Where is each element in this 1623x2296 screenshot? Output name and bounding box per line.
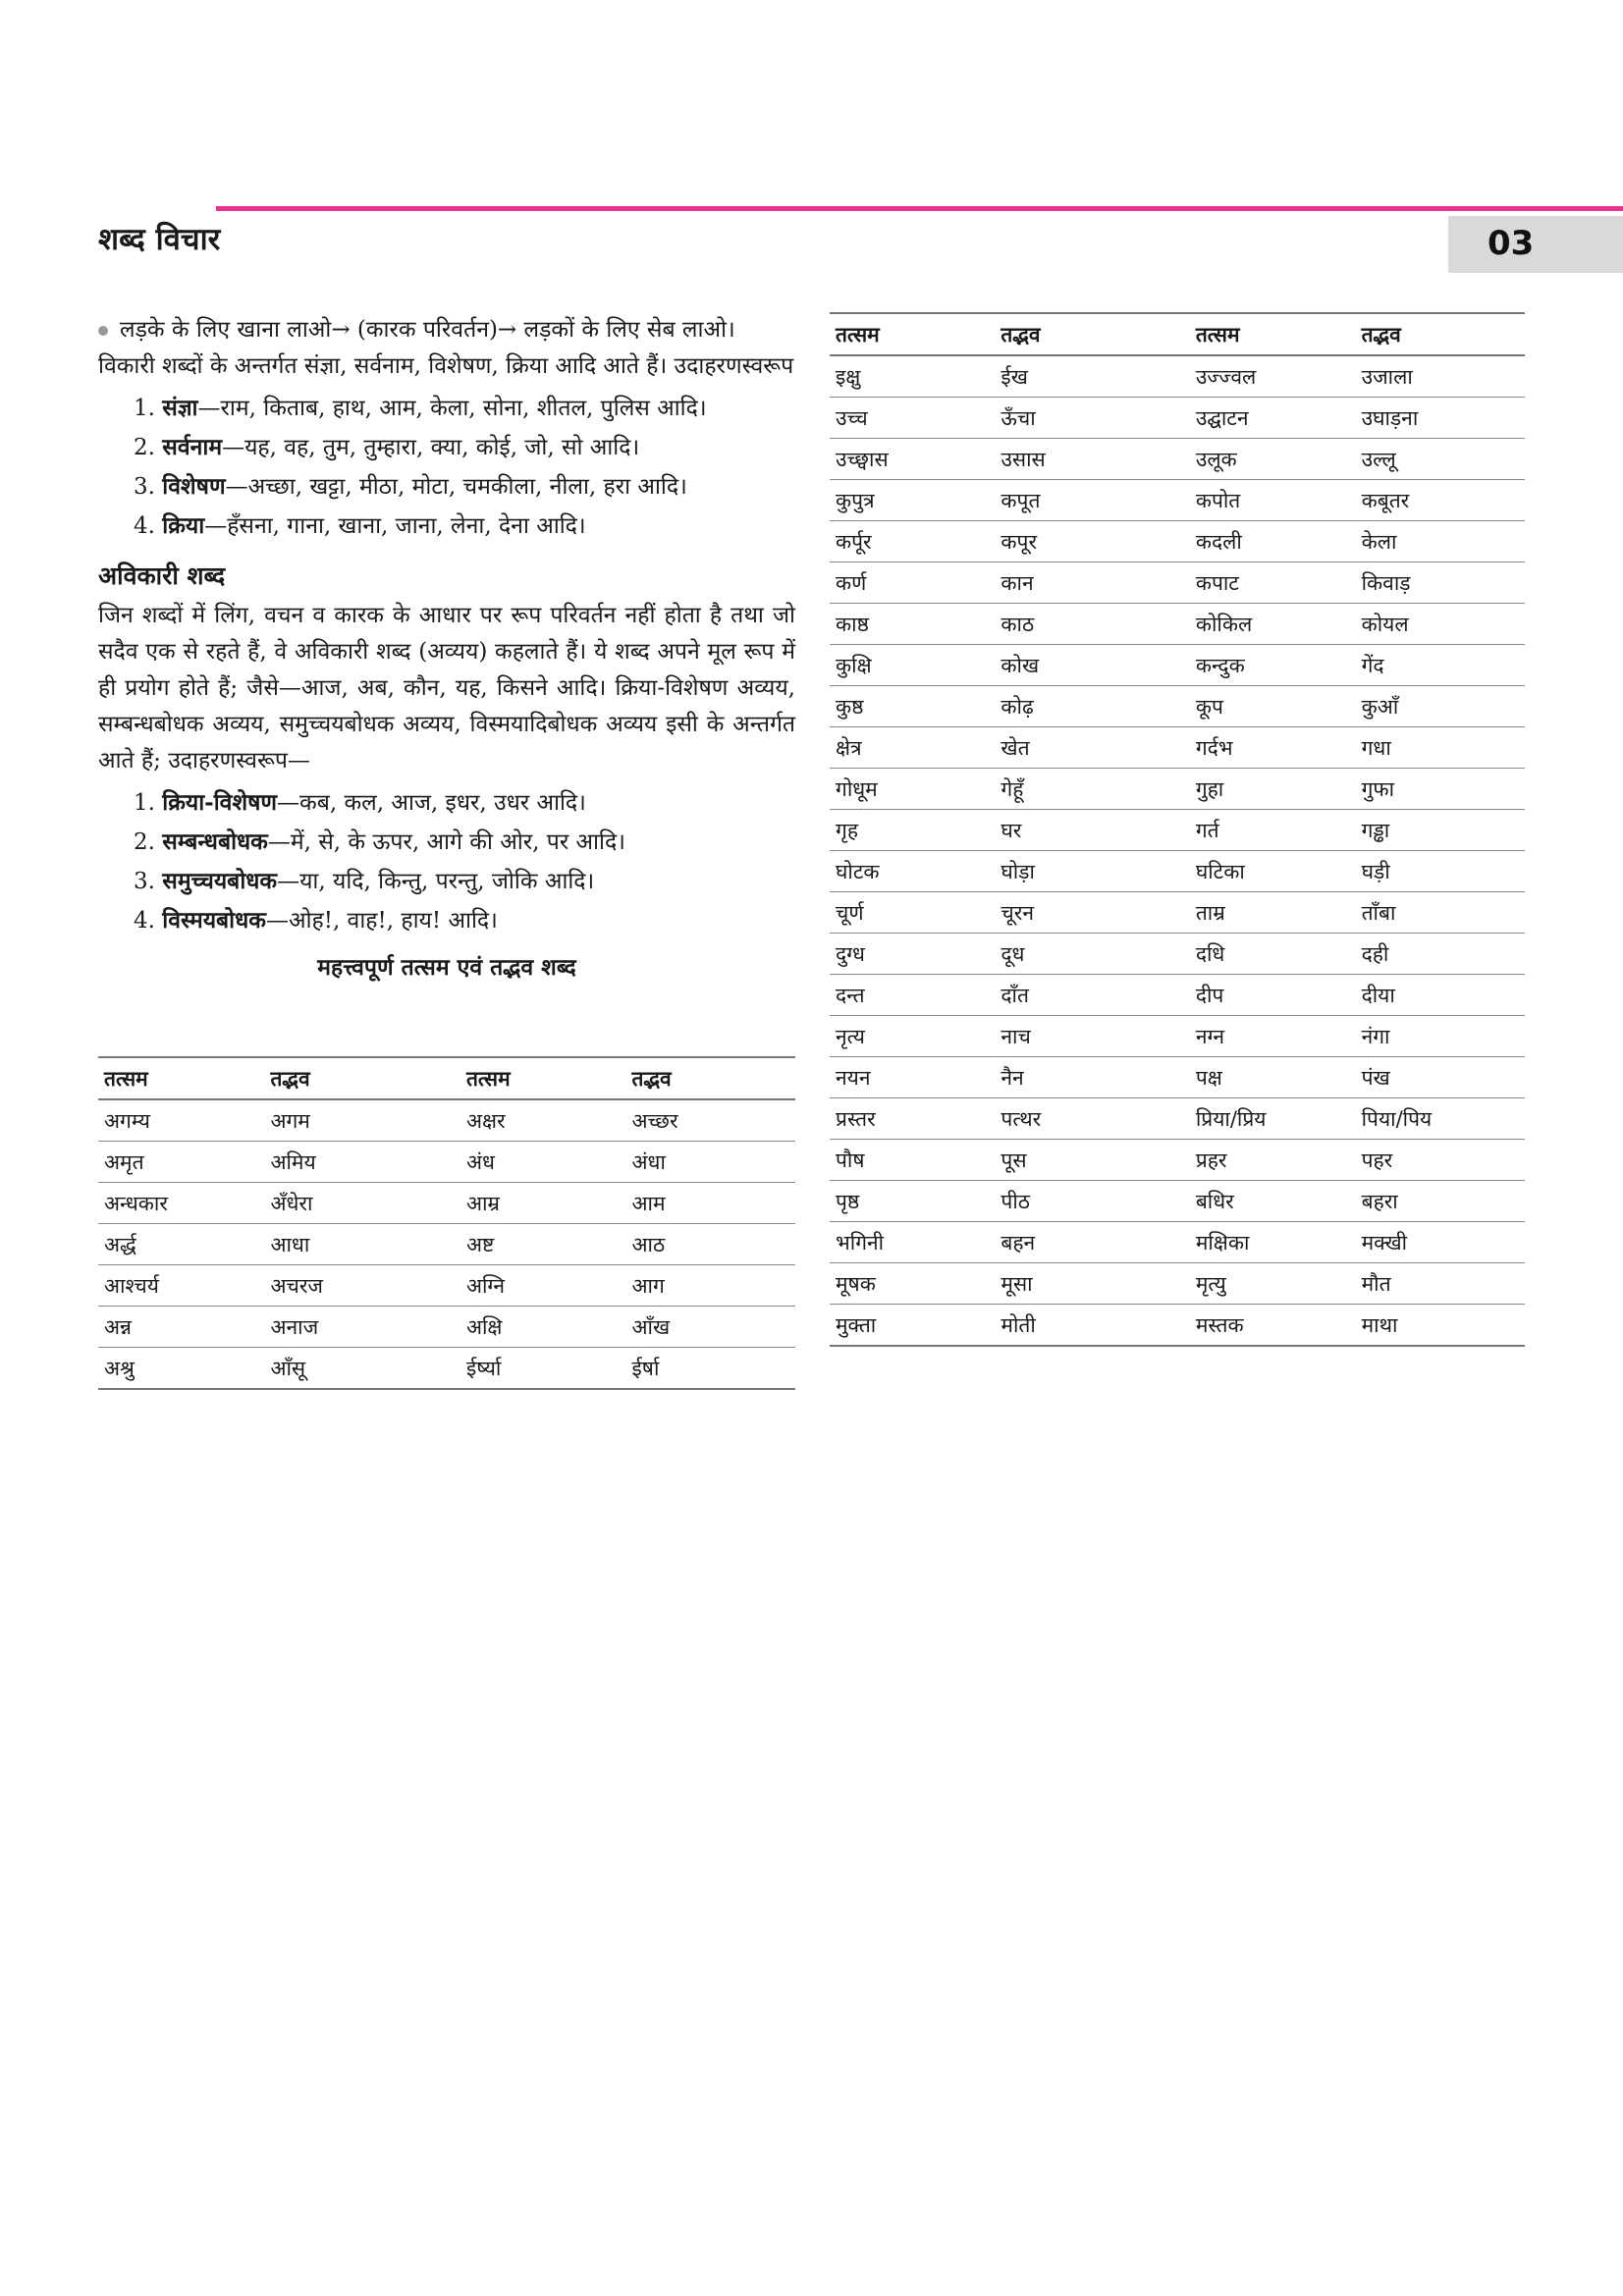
table-row — [830, 480, 1525, 521]
tadbhav-cell: मक्खी — [1356, 1222, 1525, 1263]
tadbhav-cell: दीया — [1356, 975, 1525, 1016]
tadbhav-cell: बहन — [995, 1222, 1189, 1263]
tatsam-cell: मस्तक — [1190, 1305, 1356, 1347]
column-header: तत्सम — [1190, 313, 1356, 355]
table-header-row — [830, 313, 1525, 355]
tadbhav-cell: दूध — [995, 934, 1189, 975]
tatsam-cell: भगिनी — [830, 1222, 995, 1263]
right-word-table — [830, 312, 1525, 1347]
tadbhav-cell: ताँबा — [1356, 892, 1525, 934]
tatsam-cell: इक्षु — [830, 355, 995, 398]
tadbhav-cell: कपूर — [995, 521, 1189, 562]
list-term: विस्मयबोधक — [162, 907, 266, 934]
tatsam-cell: उच्छ्वास — [830, 439, 995, 480]
tadbhav-cell: दाँत — [995, 975, 1189, 1016]
tadbhav-cell: माथा — [1356, 1305, 1525, 1347]
table-row — [830, 1222, 1525, 1263]
tadbhav-cell: पहर — [1356, 1140, 1525, 1181]
table-row — [830, 1016, 1525, 1057]
page-number-box — [1448, 216, 1623, 273]
table-row — [98, 1183, 795, 1224]
tatsam-cell: बधिर — [1190, 1181, 1356, 1222]
tatsam-cell: अष्ट — [460, 1224, 626, 1265]
tadbhav-cell: घर — [995, 810, 1189, 851]
tatsam-cell: कपोत — [1190, 480, 1356, 521]
tatsam-cell: अग्नि — [460, 1265, 626, 1307]
tatsam-cell: प्रहर — [1190, 1140, 1356, 1181]
table-row — [98, 1224, 795, 1265]
list-number: 4. — [134, 908, 163, 934]
table-row — [830, 1263, 1525, 1305]
tatsam-cell: गर्त — [1190, 810, 1356, 851]
table-row — [98, 1142, 795, 1183]
tatsam-cell: काष्ठ — [830, 604, 995, 645]
list-text: —राम, किताब, हाथ, आम, केला, सोना, शीतल, पुलिस आदि। — [197, 396, 707, 421]
tatsam-cell: कदली — [1190, 521, 1356, 562]
table-row — [98, 1265, 795, 1307]
tadbhav-cell: कुआँ — [1356, 686, 1525, 727]
tadbhav-cell: कान — [995, 562, 1189, 604]
tadbhav-cell: अचरज — [264, 1265, 460, 1307]
table-row — [830, 1098, 1525, 1140]
tatsam-cell: आश्चर्य — [98, 1265, 264, 1307]
list-term: संज्ञा — [162, 395, 198, 421]
list-item — [134, 783, 795, 823]
table-row — [98, 1307, 795, 1348]
tatsam-cell: क्षेत्र — [830, 727, 995, 769]
column-header: तत्सम — [830, 313, 995, 355]
tatsam-cell: घटिका — [1190, 851, 1356, 892]
tatsam-cell: मृत्यु — [1190, 1263, 1356, 1305]
avikari-examples-list — [98, 783, 795, 940]
tadbhav-cell: पिया/पिय — [1356, 1098, 1525, 1140]
tadbhav-cell: घोड़ा — [995, 851, 1189, 892]
list-number: 1. — [134, 790, 163, 816]
tadbhav-cell: ऊँचा — [995, 398, 1189, 439]
table-header-row — [98, 1057, 795, 1099]
tatsam-cell: प्रस्तर — [830, 1098, 995, 1140]
tadbhav-cell: किवाड़ — [1356, 562, 1525, 604]
tatsam-cell: गुहा — [1190, 769, 1356, 810]
tadbhav-cell: आम — [626, 1183, 796, 1224]
column-header: तद्भव — [626, 1057, 796, 1099]
chapter-title: शब्द विचार — [98, 222, 221, 257]
tatsam-cell: दधि — [1190, 934, 1356, 975]
tadbhav-cell: आधा — [264, 1224, 460, 1265]
column-header: तद्भव — [264, 1057, 460, 1099]
tadbhav-cell: उसास — [995, 439, 1189, 480]
tatsam-cell: नग्न — [1190, 1016, 1356, 1057]
column-header: तद्भव — [995, 313, 1189, 355]
tatsam-cell: कुपुत्र — [830, 480, 995, 521]
bullet-text: लड़के के लिए खाना लाओ→ (कारक परिवर्तन)→ लड़कों के लिए सेब लाओ। — [120, 317, 735, 343]
table-row — [830, 686, 1525, 727]
tatsam-cell: उद्घाटन — [1190, 398, 1356, 439]
list-item — [134, 507, 795, 546]
tadbhav-cell: पूस — [995, 1140, 1189, 1181]
tadbhav-cell: अच्छर — [626, 1099, 796, 1142]
bullet-icon — [98, 326, 108, 336]
list-text: —यह, वह, तुम, तुम्हारा, क्या, कोई, जो, सो आदि। — [222, 435, 640, 460]
vikari-examples-list — [98, 389, 795, 546]
list-term: विशेषण — [162, 473, 226, 500]
tatsam-cell: दुग्ध — [830, 934, 995, 975]
tatsam-cell: अमृत — [98, 1142, 264, 1183]
list-item — [134, 389, 795, 428]
column-header: तद्भव — [1356, 313, 1525, 355]
tadbhav-cell: चूरन — [995, 892, 1189, 934]
table-row — [830, 851, 1525, 892]
tadbhav-cell: गुफा — [1356, 769, 1525, 810]
table-row — [830, 398, 1525, 439]
tadbhav-cell: गेहूँ — [995, 769, 1189, 810]
tatsam-cell: गोधूम — [830, 769, 995, 810]
table-row — [830, 1305, 1525, 1347]
list-number: 4. — [134, 513, 163, 539]
tatsam-cell: कुष्ठ — [830, 686, 995, 727]
table-row — [830, 975, 1525, 1016]
tatsam-cell: उच्च — [830, 398, 995, 439]
table-row — [830, 769, 1525, 810]
tatsam-cell: प्रिया/प्रिय — [1190, 1098, 1356, 1140]
list-text: —ओह!, वाह!, हाय! आदि। — [265, 908, 498, 934]
list-item — [134, 901, 795, 940]
list-term: क्रिया-विशेषण — [162, 789, 278, 816]
list-text: —में, से, के ऊपर, आगे की ओर, पर आदि। — [267, 829, 625, 855]
tatsam-cell: अक्षि — [460, 1307, 626, 1348]
list-number: 3. — [134, 474, 163, 500]
tadbhav-cell: मोती — [995, 1305, 1189, 1347]
tadbhav-cell: दही — [1356, 934, 1525, 975]
right-word-table-wrap — [830, 312, 1525, 1347]
tadbhav-cell: अनाज — [264, 1307, 460, 1348]
tadbhav-cell: कोख — [995, 645, 1189, 686]
list-number: 1. — [134, 396, 163, 421]
tadbhav-cell: गड्ढा — [1356, 810, 1525, 851]
tatsam-cell: मुक्ता — [830, 1305, 995, 1347]
tatsam-cell: नयन — [830, 1057, 995, 1098]
table-row — [98, 1099, 795, 1142]
tatsam-cell: अंध — [460, 1142, 626, 1183]
list-item — [134, 467, 795, 507]
tadbhav-cell: आठ — [626, 1224, 796, 1265]
table-row — [830, 355, 1525, 398]
example-bullet — [98, 312, 795, 348]
tatsam-cell: कपाट — [1190, 562, 1356, 604]
tadbhav-cell: घड़ी — [1356, 851, 1525, 892]
table-row — [830, 521, 1525, 562]
tadbhav-cell: ईर्षा — [626, 1348, 796, 1390]
table-row — [830, 810, 1525, 851]
tatsam-cell: पृष्ठ — [830, 1181, 995, 1222]
tatsam-cell: दीप — [1190, 975, 1356, 1016]
tadbhav-cell: बहरा — [1356, 1181, 1525, 1222]
tatsam-cell: आम्र — [460, 1183, 626, 1224]
tadbhav-cell: उल्लू — [1356, 439, 1525, 480]
list-text: —कब, कल, आज, इधर, उधर आदि। — [277, 790, 586, 816]
table-row — [830, 604, 1525, 645]
tadbhav-cell: आँख — [626, 1307, 796, 1348]
tatsam-cell: पौष — [830, 1140, 995, 1181]
tatsam-cell: कर्ण — [830, 562, 995, 604]
tatsam-cell: कन्दुक — [1190, 645, 1356, 686]
list-term: क्रिया — [162, 512, 205, 539]
table-row — [830, 1181, 1525, 1222]
tadbhav-cell: नंगा — [1356, 1016, 1525, 1057]
left-word-table — [98, 1056, 795, 1390]
tadbhav-cell: गधा — [1356, 727, 1525, 769]
table-row — [830, 439, 1525, 480]
list-term: सम्बन्धबोधक — [162, 828, 268, 855]
list-text: —हँसना, गाना, खाना, जाना, लेना, देना आदि। — [204, 513, 586, 539]
tatsam-cell: अश्रु — [98, 1348, 264, 1390]
tadbhav-cell: कबूतर — [1356, 480, 1525, 521]
tadbhav-cell: केला — [1356, 521, 1525, 562]
table-row — [830, 727, 1525, 769]
column-header: तत्सम — [98, 1057, 264, 1099]
table-row — [830, 892, 1525, 934]
list-term: सर्वनाम — [162, 434, 223, 460]
table-row — [830, 934, 1525, 975]
tatsam-cell: मूषक — [830, 1263, 995, 1305]
tatsam-cell: चूर्ण — [830, 892, 995, 934]
tatsam-cell: ताम्र — [1190, 892, 1356, 934]
list-number: 3. — [134, 869, 163, 894]
tatsam-cell: नृत्य — [830, 1016, 995, 1057]
tatsam-cell: अन्धकार — [98, 1183, 264, 1224]
tadbhav-cell: उघाड़ना — [1356, 398, 1525, 439]
tadbhav-cell: उजाला — [1356, 355, 1525, 398]
tadbhav-cell: अंधा — [626, 1142, 796, 1183]
vikari-paragraph: विकारी शब्दों के अन्तर्गत संज्ञा, सर्वनाम, विशेषण, क्रिया आदि आते हैं। उदाहरणस्वरूप — [98, 353, 794, 379]
table-caption: महत्त्वपूर्ण तत्सम एवं तद्भव शब्द — [317, 955, 576, 981]
tadbhav-cell: पीठ — [995, 1181, 1189, 1222]
list-item — [134, 823, 795, 862]
table-row — [98, 1348, 795, 1390]
avikari-heading: अविकारी शब्द — [98, 561, 226, 590]
tadbhav-cell: मौत — [1356, 1263, 1525, 1305]
tatsam-cell: कुक्षि — [830, 645, 995, 686]
list-number: 2. — [134, 829, 163, 855]
tadbhav-cell: अँधेरा — [264, 1183, 460, 1224]
table-row — [830, 562, 1525, 604]
tadbhav-cell: नैन — [995, 1057, 1189, 1098]
list-item — [134, 428, 795, 467]
avikari-paragraph: जिन शब्दों में लिंग, वचन व कारक के आधार पर रूप परिवर्तन नहीं होता है तथा जो सदैव एक से रहते हैं, वे अविकारी शब्द (अव्यय) कहलाते हैं। ये शब्द अपने मूल रूप में ही प्रयोग होते हैं; जैसे—आज, अब, कौन, यह, किसने आदि। क्रिया-विशेषण अव्यय, सम्बन्धबोधक अव्यय, समुच्चयबोधक अव्यय, विस्मयादिबोधक अव्यय इसी के अन्तर्गत आते हैं; उदाहरणस्वरूप— — [98, 603, 795, 774]
tatsam-cell: उलूक — [1190, 439, 1356, 480]
tatsam-cell: मक्षिका — [1190, 1222, 1356, 1263]
tadbhav-cell: मूसा — [995, 1263, 1189, 1305]
tatsam-cell: कोकिल — [1190, 604, 1356, 645]
tadbhav-cell: ईख — [995, 355, 1189, 398]
header-accent-rule — [216, 206, 1623, 211]
tatsam-cell: ईर्ष्या — [460, 1348, 626, 1390]
tadbhav-cell: कपूत — [995, 480, 1189, 521]
tatsam-cell: कर्पूर — [830, 521, 995, 562]
tatsam-cell: पक्ष — [1190, 1057, 1356, 1098]
tatsam-cell: घोटक — [830, 851, 995, 892]
tatsam-cell: अन्न — [98, 1307, 264, 1348]
tadbhav-cell: आग — [626, 1265, 796, 1307]
tatsam-cell: गृह — [830, 810, 995, 851]
left-word-table-wrap — [98, 1056, 795, 1390]
tatsam-cell: कूप — [1190, 686, 1356, 727]
list-term: समुच्चयबोधक — [162, 868, 278, 894]
tadbhav-cell: काठ — [995, 604, 1189, 645]
tadbhav-cell: अगम — [264, 1099, 460, 1142]
table-row — [830, 1057, 1525, 1098]
tadbhav-cell: आँसू — [264, 1348, 460, 1390]
tadbhav-cell: खेत — [995, 727, 1189, 769]
tatsam-cell: उज्ज्वल — [1190, 355, 1356, 398]
list-text: —अच्छा, खट्टा, मीठा, मोटा, चमकीला, नीला, हरा आदि। — [225, 474, 687, 500]
tadbhav-cell: गेंद — [1356, 645, 1525, 686]
column-header: तत्सम — [460, 1057, 626, 1099]
tadbhav-cell: कोढ़ — [995, 686, 1189, 727]
left-column — [98, 312, 795, 987]
tatsam-cell: अर्द्ध — [98, 1224, 264, 1265]
tatsam-cell: अक्षर — [460, 1099, 626, 1142]
table-row — [830, 1140, 1525, 1181]
tadbhav-cell: कोयल — [1356, 604, 1525, 645]
tatsam-cell: गर्दभ — [1190, 727, 1356, 769]
list-number: 2. — [134, 435, 163, 460]
tadbhav-cell: पंख — [1356, 1057, 1525, 1098]
list-text: —या, यदि, किन्तु, परन्तु, जोकि आदि। — [277, 869, 595, 894]
table-row — [830, 645, 1525, 686]
tatsam-cell: अगम्य — [98, 1099, 264, 1142]
list-item — [134, 862, 795, 901]
tatsam-cell: दन्त — [830, 975, 995, 1016]
tadbhav-cell: नाच — [995, 1016, 1189, 1057]
tadbhav-cell: पत्थर — [995, 1098, 1189, 1140]
page-number: 03 — [1488, 224, 1535, 263]
tadbhav-cell: अमिय — [264, 1142, 460, 1183]
